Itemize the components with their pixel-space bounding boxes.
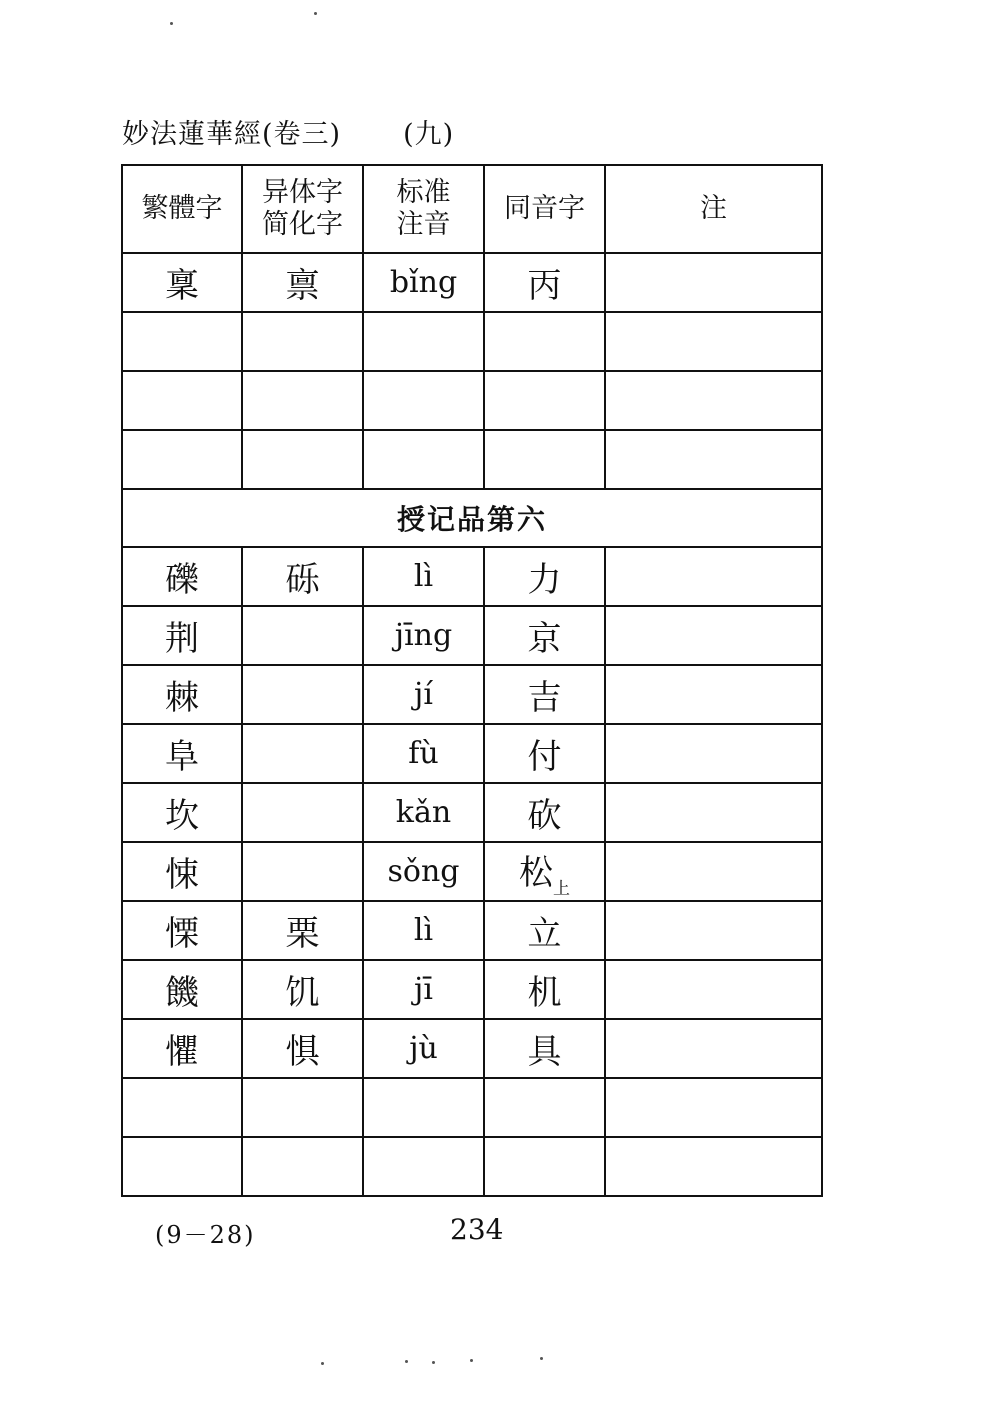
scan-speck (314, 12, 317, 15)
page-title (122, 112, 454, 151)
tone-mark-note: 上 (553, 878, 570, 899)
col-header-traditional: 繁體字 (122, 165, 242, 253)
cell-traditional: 慄 (122, 901, 242, 960)
cell-homophone (484, 1137, 605, 1196)
cell-homophone: 立 (484, 901, 605, 960)
cell-pinyin: jī (363, 960, 484, 1019)
scan-speck (170, 22, 173, 25)
cell-traditional: 坎 (122, 783, 242, 842)
header-row (122, 165, 822, 253)
cell-pinyin (363, 371, 484, 430)
footer-code: (9－28) (155, 1221, 256, 1249)
scan-speck (405, 1360, 408, 1363)
cell-variant (242, 1078, 363, 1137)
cell-homophone (484, 371, 605, 430)
cell-homophone: 松$_上$ (484, 842, 605, 901)
table-row (122, 430, 822, 489)
cell-variant: 栗 (242, 901, 363, 960)
cell-note (605, 547, 822, 606)
cell-pinyin: lì (363, 547, 484, 606)
cell-traditional (122, 312, 242, 371)
cell-pinyin: jù (363, 1019, 484, 1078)
cell-pinyin: lì (363, 901, 484, 960)
scan-speck (470, 1359, 473, 1362)
table-row (122, 312, 822, 371)
cell-note (605, 724, 822, 783)
cell-traditional (122, 1078, 242, 1137)
cell-pinyin: jīng (363, 606, 484, 665)
cell-pinyin: sǒng (363, 842, 484, 901)
table-row (122, 1137, 822, 1196)
scan-speck (321, 1362, 324, 1365)
col-header-pinyin: 标准 注音 (363, 165, 484, 253)
cell-homophone: 力 (484, 547, 605, 606)
cell-homophone: 付 (484, 724, 605, 783)
cell-note (605, 842, 822, 901)
table-row (122, 606, 822, 665)
table-row (122, 253, 822, 312)
cell-variant: 砾 (242, 547, 363, 606)
cell-note (605, 253, 822, 312)
cell-variant (242, 842, 363, 901)
table-row (122, 371, 822, 430)
cell-traditional: 阜 (122, 724, 242, 783)
table-row (122, 665, 822, 724)
cell-variant: 惧 (242, 1019, 363, 1078)
table-row (122, 1019, 822, 1078)
cell-variant: 禀 (242, 253, 363, 312)
scan-speck (432, 1361, 435, 1364)
cell-variant (242, 430, 363, 489)
cell-variant (242, 724, 363, 783)
cell-note (605, 1019, 822, 1078)
cell-note (605, 783, 822, 842)
table-row (122, 960, 822, 1019)
book-title: 妙法蓮華經(卷三) (122, 119, 342, 150)
cell-homophone: 砍 (484, 783, 605, 842)
cell-traditional: 悚 (122, 842, 242, 901)
table-row (122, 547, 822, 606)
volume-number: (九) (403, 119, 455, 150)
col-header-variant: 异体字 简化字 (242, 165, 363, 253)
cell-variant (242, 606, 363, 665)
table-row (122, 783, 822, 842)
cell-pinyin: bǐng (363, 253, 484, 312)
scan-speck (540, 1357, 543, 1360)
col-header-note: 注 (605, 165, 822, 253)
character-table (121, 164, 823, 1197)
table-row (122, 724, 822, 783)
cell-traditional (122, 430, 242, 489)
cell-homophone: 吉 (484, 665, 605, 724)
col-header-homophone: 同音字 (484, 165, 605, 253)
cell-note (605, 960, 822, 1019)
cell-traditional: 荆 (122, 606, 242, 665)
cell-homophone (484, 312, 605, 371)
cell-note (605, 665, 822, 724)
cell-note (605, 1137, 822, 1196)
page-number: 234 (450, 1213, 504, 1246)
cell-traditional (122, 1137, 242, 1196)
cell-pinyin (363, 430, 484, 489)
cell-pinyin: fù (363, 724, 484, 783)
cell-variant: 饥 (242, 960, 363, 1019)
cell-homophone (484, 430, 605, 489)
cell-variant (242, 371, 363, 430)
table-row (122, 1078, 822, 1137)
cell-homophone: 机 (484, 960, 605, 1019)
cell-homophone (484, 1078, 605, 1137)
cell-note (605, 371, 822, 430)
table-row (122, 901, 822, 960)
cell-traditional: 懼 (122, 1019, 242, 1078)
cell-pinyin: jí (363, 665, 484, 724)
section-title: 授记品第六 (122, 489, 822, 547)
cell-pinyin (363, 1137, 484, 1196)
cell-note (605, 1078, 822, 1137)
cell-note (605, 606, 822, 665)
cell-homophone: 丙 (484, 253, 605, 312)
cell-traditional: 棘 (122, 665, 242, 724)
cell-variant (242, 1137, 363, 1196)
cell-note (605, 430, 822, 489)
cell-traditional (122, 371, 242, 430)
cell-pinyin (363, 312, 484, 371)
cell-traditional: 稟 (122, 253, 242, 312)
cell-pinyin (363, 1078, 484, 1137)
table-row (122, 842, 822, 901)
cell-traditional: 饑 (122, 960, 242, 1019)
cell-note (605, 901, 822, 960)
cell-homophone: 具 (484, 1019, 605, 1078)
cell-variant (242, 783, 363, 842)
cell-note (605, 312, 822, 371)
cell-pinyin: kǎn (363, 783, 484, 842)
section-heading-row (122, 489, 822, 547)
cell-homophone: 京 (484, 606, 605, 665)
cell-variant (242, 665, 363, 724)
cell-traditional: 礫 (122, 547, 242, 606)
cell-variant (242, 312, 363, 371)
